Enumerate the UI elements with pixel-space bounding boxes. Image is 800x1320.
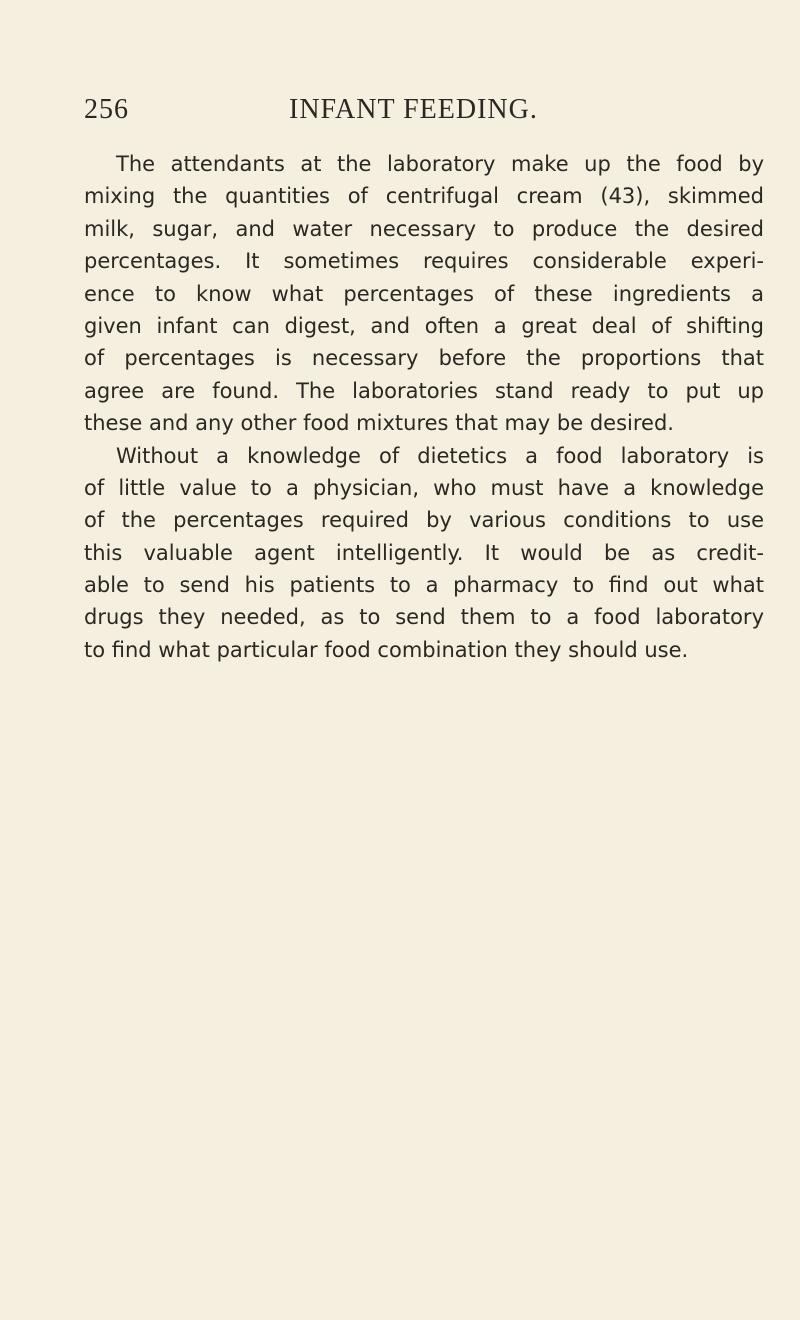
text-line: Without a knowledge of dietetics a food laboratory is [116, 443, 764, 468]
text-line: percentages. It sometimes requires considerable experi- [84, 249, 764, 274]
paragraph [84, 440, 764, 667]
text-line: agree are found. The laboratories stand ready to put up [84, 378, 764, 403]
text-line: of little value to a physician, who must have a knowledge [84, 475, 764, 500]
text-line: these and any other food mixtures that may be desired. [84, 411, 674, 436]
text-line: able to send his patients to a pharmacy to find out what [84, 573, 764, 598]
text-line: of percentages is necessary before the proportions that [84, 346, 764, 371]
running-title: INFANT FEEDING. [289, 94, 538, 125]
text-line: ence to know what percentages of these ingredients a [84, 281, 764, 306]
text-line: mixing the quantities of centrifugal cream (43), skimmed [84, 184, 764, 209]
paragraph [84, 148, 764, 440]
body-text [84, 148, 764, 666]
text-line: given infant can digest, and often a great deal of shifting [84, 313, 764, 338]
running-head [84, 92, 744, 128]
text-line: to find what particular food combination they should use. [84, 637, 689, 662]
page-number: 256 [84, 94, 129, 125]
text-line: milk, sugar, and water necessary to produce the desired [84, 216, 764, 241]
text-line: this valuable agent intelligently. It would be as credit- [84, 540, 764, 565]
text-line: drugs they needed, as to send them to a food laboratory [84, 605, 764, 630]
text-line: of the percentages required by various conditions to use [84, 508, 764, 533]
text-line: The attendants at the laboratory make up the food by [116, 152, 764, 176]
